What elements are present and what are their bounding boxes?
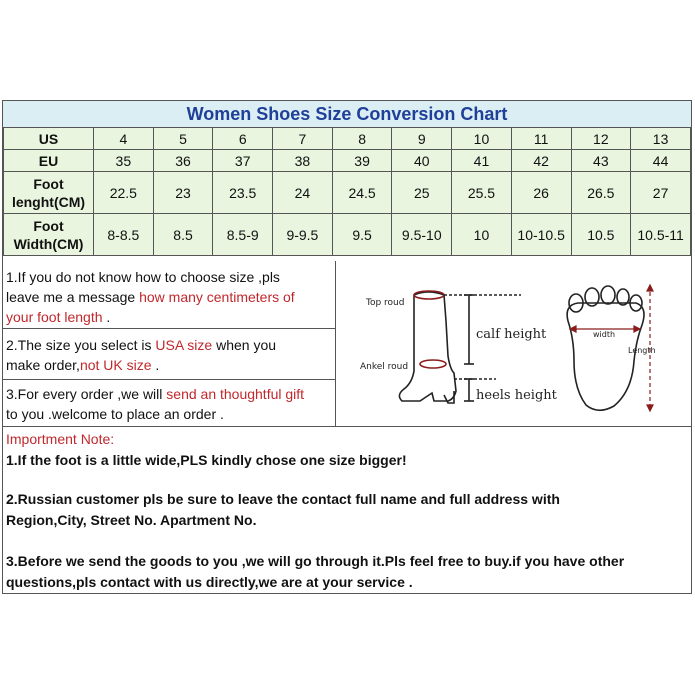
heels-height-label: heels height bbox=[476, 388, 557, 403]
important-note-3b: questions,pls contact with us directly,we are at your service . bbox=[6, 574, 413, 590]
note-text: 1.If you do not know how to choose size ,pls bbox=[6, 269, 280, 285]
table-cell: 8-8.5 bbox=[94, 214, 154, 256]
table-cell: 25 bbox=[392, 172, 452, 214]
note-highlight: how many centimeters of bbox=[139, 289, 295, 305]
table-cell: 39 bbox=[332, 150, 392, 172]
table-cell: 42 bbox=[511, 150, 571, 172]
table-cell: 40 bbox=[392, 150, 452, 172]
table-cell: 22.5 bbox=[94, 172, 154, 214]
table-cell: 12 bbox=[571, 128, 631, 150]
table-cell: 5 bbox=[153, 128, 213, 150]
table-cell: 9.5 bbox=[332, 214, 392, 256]
table-row-foot-width bbox=[4, 214, 691, 256]
note-text: . bbox=[102, 309, 111, 325]
table-cell: 44 bbox=[631, 150, 691, 172]
important-note-1: 1.If the foot is a little wide,PLS kindly chose one size bigger! bbox=[6, 452, 407, 468]
table-cell: 6 bbox=[213, 128, 273, 150]
important-note-2b: Region,City, Street No. Apartment No. bbox=[6, 512, 257, 528]
length-label: Length bbox=[628, 346, 656, 355]
table-cell: 43 bbox=[571, 150, 631, 172]
row-label-us: US bbox=[4, 128, 94, 150]
table-cell: 9-9.5 bbox=[273, 214, 333, 256]
note-text: 2.The size you select is bbox=[6, 337, 156, 353]
row-label-foot-length bbox=[4, 172, 94, 214]
boot-icon bbox=[399, 291, 521, 403]
note-text: when you bbox=[212, 337, 277, 353]
measurement-illustration bbox=[336, 261, 691, 426]
important-heading: Importment Note: bbox=[6, 431, 115, 447]
table-cell: 13 bbox=[631, 128, 691, 150]
table-cell: 26.5 bbox=[571, 172, 631, 214]
table-cell: 9 bbox=[392, 128, 452, 150]
table-cell: 8.5-9 bbox=[213, 214, 273, 256]
divider bbox=[3, 328, 335, 329]
table-cell: 10 bbox=[452, 214, 512, 256]
row-label-foot-width bbox=[4, 214, 94, 256]
table-cell: 41 bbox=[452, 150, 512, 172]
note-highlight: your foot length bbox=[6, 309, 103, 325]
row-label-line: Foot bbox=[33, 175, 64, 192]
table-cell: 35 bbox=[94, 150, 154, 172]
table-row-foot-length bbox=[4, 172, 691, 214]
size-chart-sheet bbox=[2, 100, 692, 594]
table-cell: 24.5 bbox=[332, 172, 392, 214]
note-text: leave me a message bbox=[6, 289, 140, 305]
row-label-line: lenght(CM) bbox=[11, 193, 86, 210]
important-note-3a: 3.Before we send the goods to you ,we will go through it.Pls feel free to buy.if you have other bbox=[6, 553, 625, 569]
measurement-figure bbox=[336, 261, 691, 426]
table-cell: 10-10.5 bbox=[511, 214, 571, 256]
table-cell: 25.5 bbox=[452, 172, 512, 214]
note-1 bbox=[6, 267, 332, 327]
table-cell: 11 bbox=[511, 128, 571, 150]
table-cell: 7 bbox=[273, 128, 333, 150]
note-text: . bbox=[151, 357, 160, 373]
important-notes bbox=[3, 426, 691, 595]
table-row-eu bbox=[4, 150, 691, 172]
table-cell: 23.5 bbox=[213, 172, 273, 214]
table-cell: 23 bbox=[153, 172, 213, 214]
table-cell: 4 bbox=[94, 128, 154, 150]
top-round-label: Top roud bbox=[366, 298, 405, 308]
row-label-eu: EU bbox=[4, 150, 94, 172]
note-2 bbox=[6, 335, 332, 375]
note-highlight: not UK size bbox=[79, 357, 152, 373]
divider bbox=[3, 379, 335, 380]
table-cell: 38 bbox=[273, 150, 333, 172]
chart-title: Women Shoes Size Conversion Chart bbox=[3, 101, 691, 128]
table-cell: 9.5-10 bbox=[392, 214, 452, 256]
table-cell: 27 bbox=[631, 172, 691, 214]
table-cell: 10 bbox=[452, 128, 512, 150]
size-table bbox=[3, 127, 691, 256]
table-cell: 36 bbox=[153, 150, 213, 172]
important-note-2a: 2.Russian customer pls be sure to leave the contact full name and full address with bbox=[6, 491, 560, 507]
table-cell: 24 bbox=[273, 172, 333, 214]
table-cell: 10.5 bbox=[571, 214, 631, 256]
ankel-round-label: Ankel roud bbox=[360, 362, 409, 372]
note-text: to you .welcome to place an order . bbox=[6, 406, 224, 422]
table-cell: 37 bbox=[213, 150, 273, 172]
note-text: make order, bbox=[6, 357, 80, 373]
row-label-line: Width(CM) bbox=[13, 235, 84, 252]
table-cell: 8.5 bbox=[153, 214, 213, 256]
calf-height-label: calf height bbox=[476, 327, 547, 342]
note-highlight: USA size bbox=[155, 337, 213, 353]
row-label-line: Foot bbox=[33, 217, 64, 234]
width-label: width bbox=[593, 330, 616, 339]
notes-panel bbox=[3, 261, 336, 426]
table-row-us bbox=[4, 128, 691, 150]
table-cell: 8 bbox=[332, 128, 392, 150]
table-cell: 10.5-11 bbox=[631, 214, 691, 256]
note-3 bbox=[6, 384, 332, 424]
note-text: 3.For every order ,we will bbox=[6, 386, 167, 402]
note-highlight: send an thoughtful gift bbox=[166, 386, 305, 402]
table-cell: 26 bbox=[511, 172, 571, 214]
